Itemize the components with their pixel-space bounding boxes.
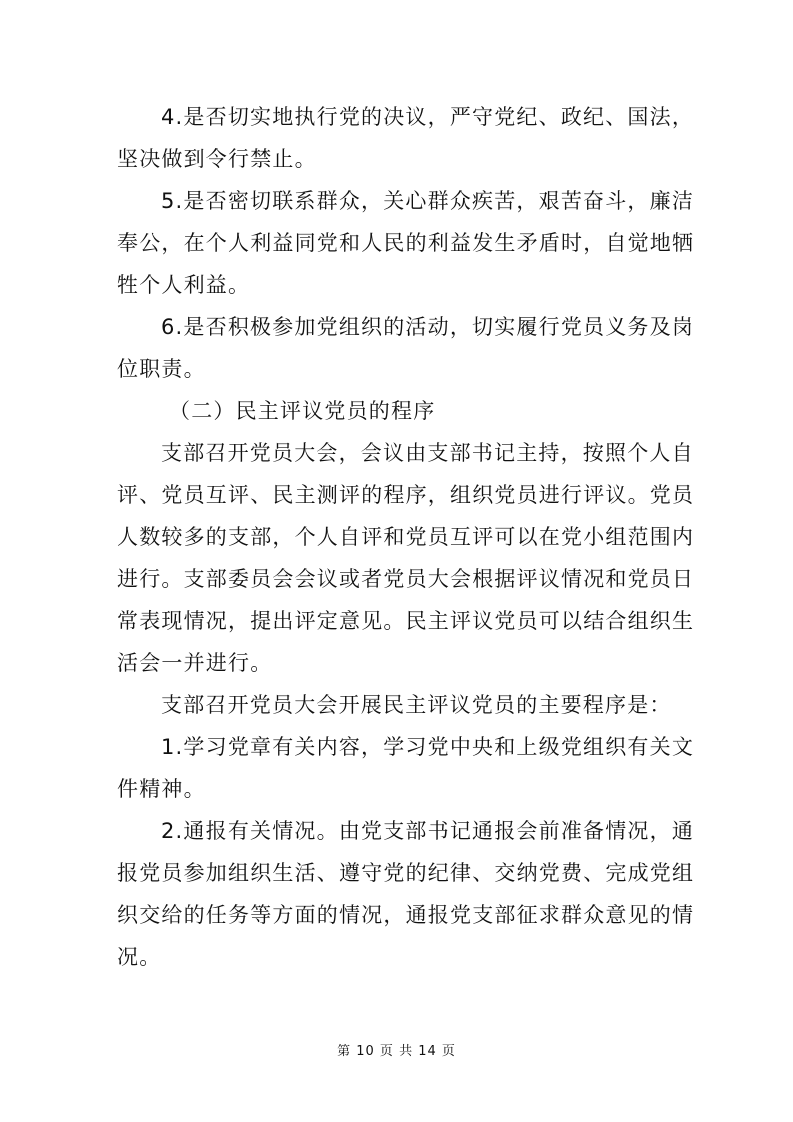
document-body — [117, 96, 695, 978]
paragraph — [117, 306, 695, 390]
paragraph — [117, 432, 695, 684]
text-line: 常表现情况，提出评定意见。民主评议党员可以结合组织生 — [117, 609, 695, 633]
text-line: 位职责。 — [117, 357, 206, 381]
page-footer: 第 10 页 共 14 页 — [337, 1044, 456, 1059]
text-line: 况。 — [117, 945, 162, 969]
text-line: 4.是否切实地执行党的决议，严守党纪、政纪、国法， — [161, 105, 695, 129]
text-line: 件精神。 — [117, 777, 206, 801]
section-heading — [117, 390, 677, 432]
text-line: 1.学习党章有关内容，学习党中央和上级党组织有关文 — [161, 735, 695, 759]
text-line: 牲个人利益。 — [117, 273, 251, 297]
text-line: 织交给的任务等方面的情况，通报党支部征求群众意见的情 — [117, 903, 695, 927]
paragraph — [117, 810, 695, 978]
paragraph — [117, 684, 677, 726]
text-line: 2.通报有关情况。由党支部书记通报会前准备情况，通 — [161, 819, 695, 843]
text-line: 支部召开党员大会开展民主评议党员的主要程序是： — [161, 693, 672, 717]
text-line: 评、党员互评、民主测评的程序，组织党员进行评议。党员 — [117, 483, 695, 507]
text-line: 5.是否密切联系群众，关心群众疾苦，艰苦奋斗，廉洁 — [161, 189, 695, 213]
text-line: 支部召开党员大会，会议由支部书记主持，按照个人自 — [161, 441, 694, 465]
text-line: 报党员参加组织生活、遵守党的纪律、交纳党费、完成党组 — [117, 861, 695, 885]
text-line: 进行。支部委员会会议或者党员大会根据评议情况和党员日 — [117, 567, 695, 591]
text-line: 6.是否积极参加党组织的活动，切实履行党员义务及岗 — [161, 315, 695, 339]
text-line: （二）民主评议党员的程序 — [169, 399, 436, 423]
text-line: 活会一并进行。 — [117, 651, 273, 675]
paragraph — [117, 96, 695, 180]
text-line: 坚决做到令行禁止。 — [117, 147, 317, 171]
paragraph — [117, 180, 695, 306]
text-line: 奉公，在个人利益同党和人民的利益发生矛盾时，自觉地牺 — [117, 231, 695, 255]
paragraph — [117, 726, 695, 810]
text-line: 人数较多的支部，个人自评和党员互评可以在党小组范围内 — [117, 525, 695, 549]
